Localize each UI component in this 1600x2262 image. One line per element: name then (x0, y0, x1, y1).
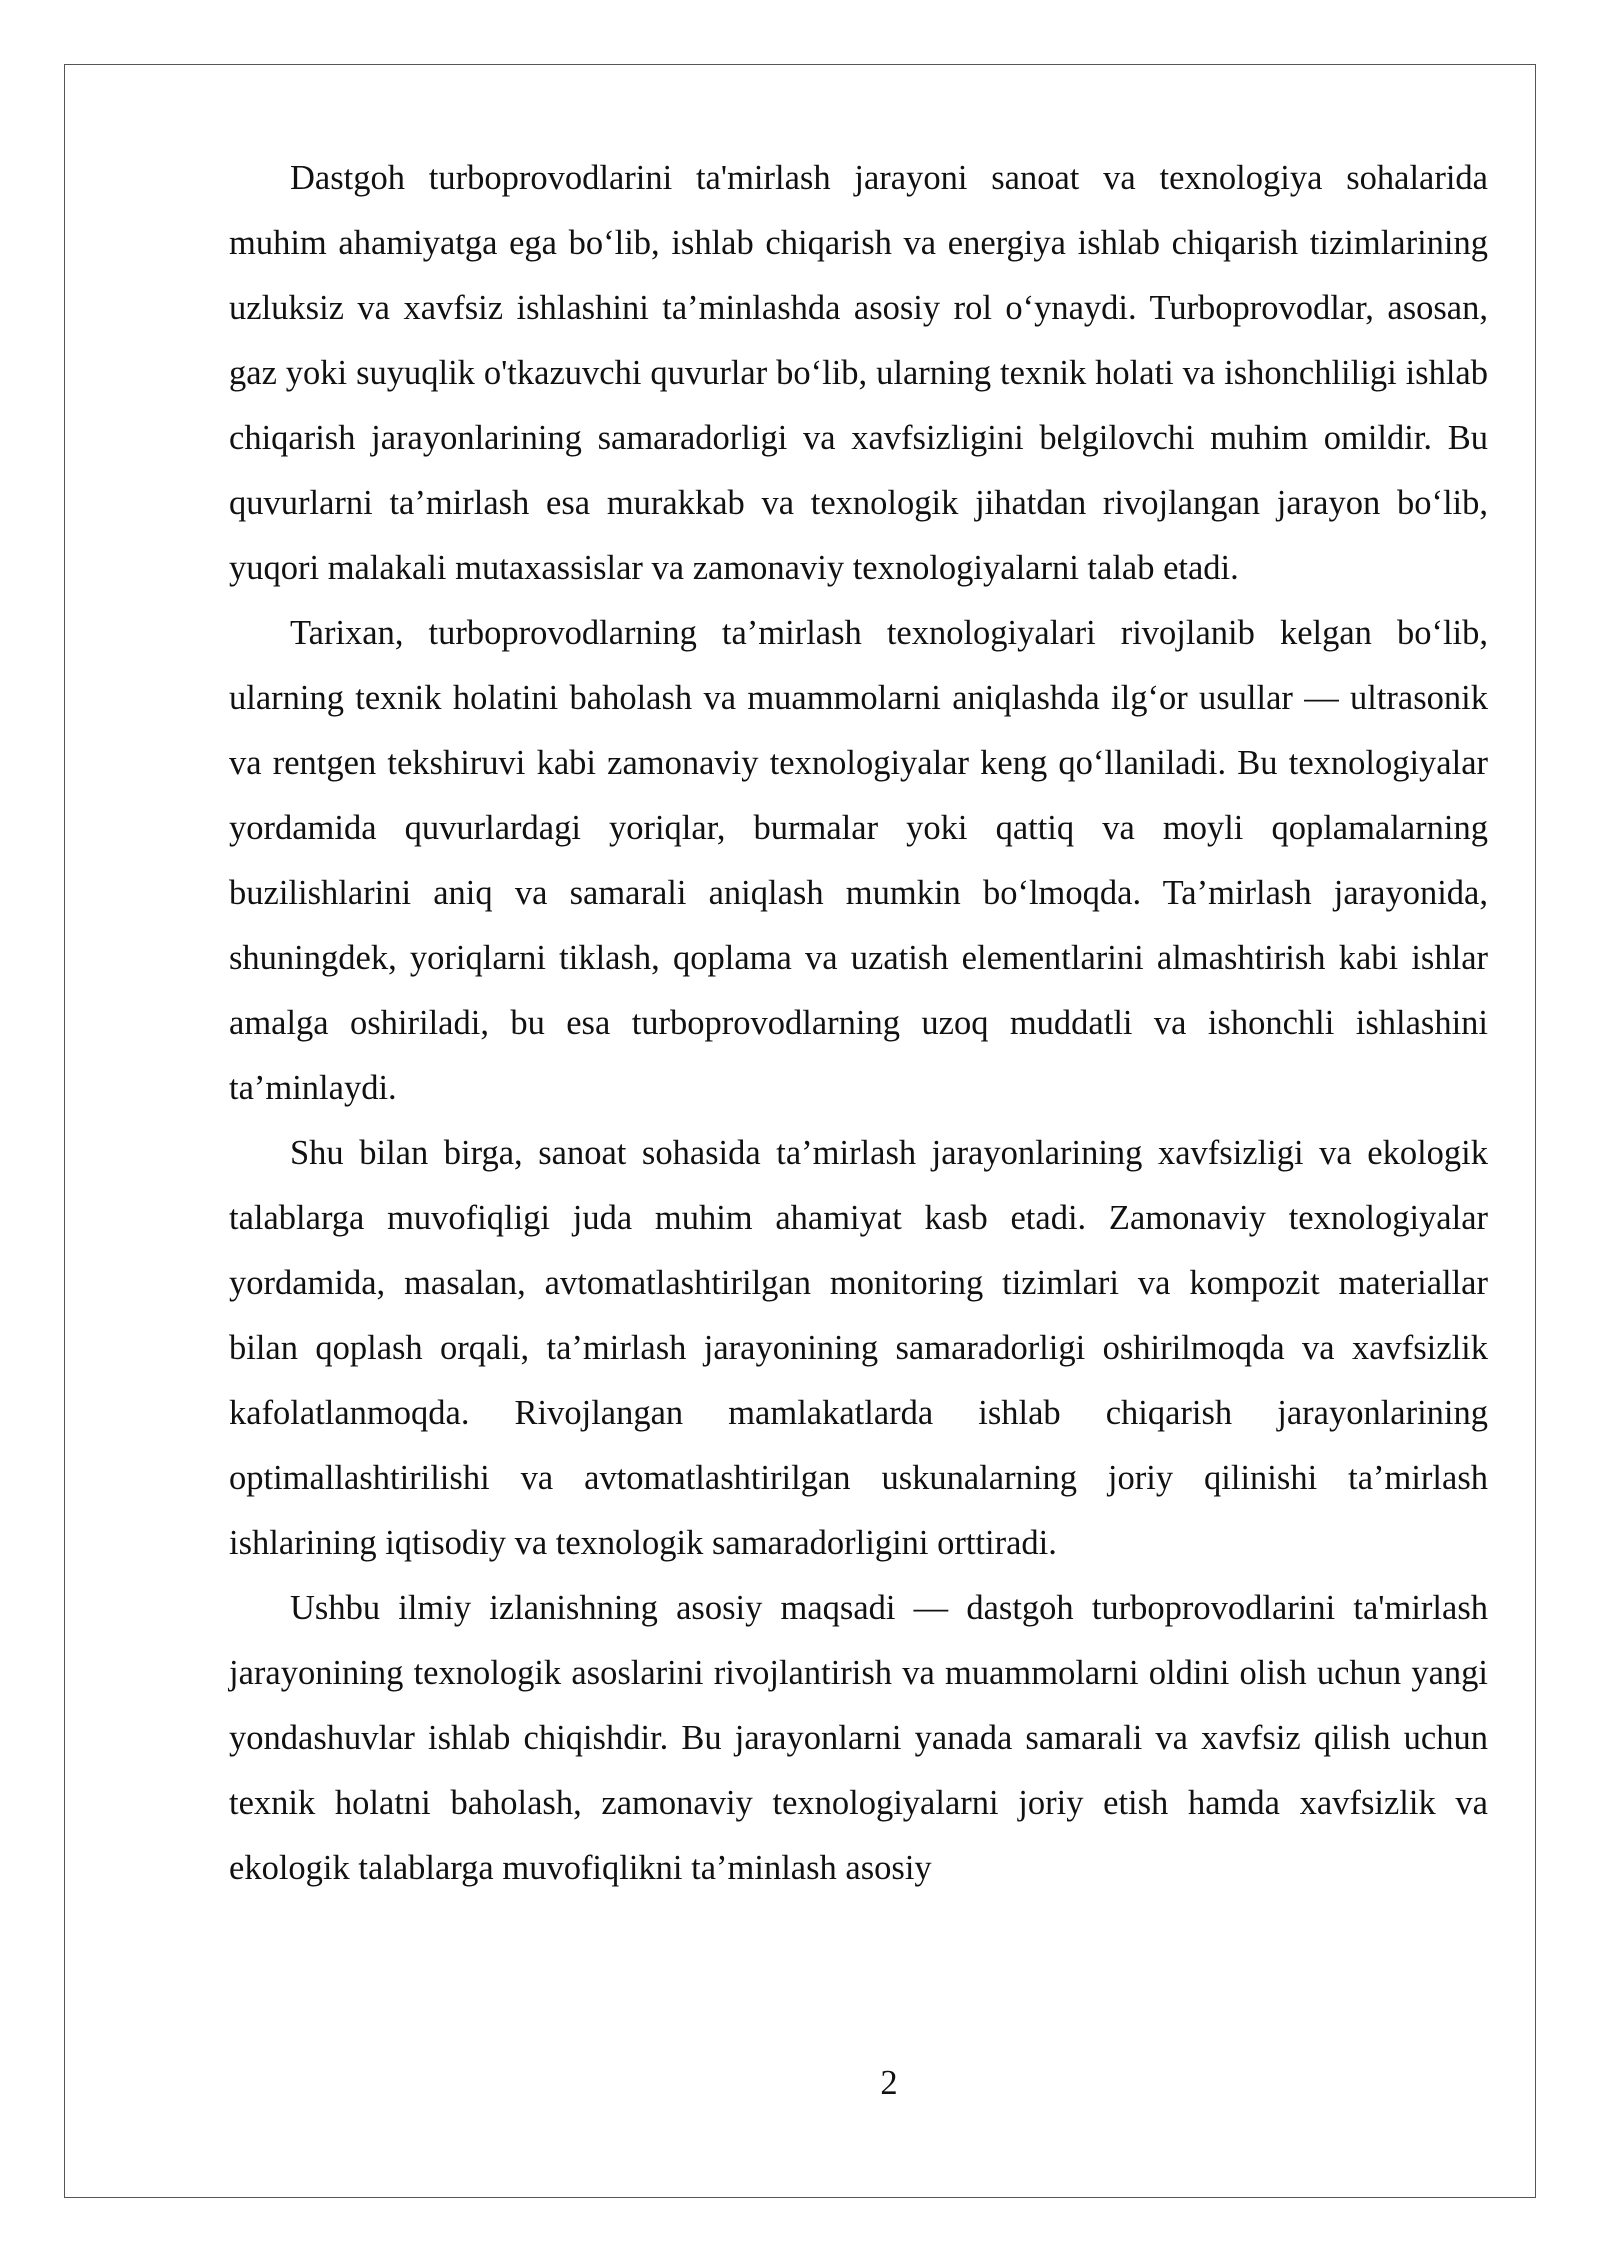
page-number: 2 (880, 2064, 898, 2102)
paragraph-history: Tarixan, turboprovodlarning ta’mirlash texnologiyalari rivojlanib kelgan bo‘lib, ularning texnik holatini baholash va muammolarni aniqlashda ilg‘or usullar — ultrasonik va rentgen tekshiruvi kabi zamonaviy texnologiyalar keng qo‘llaniladi. Bu texnologiyalar yordamida quvurlardagi yoriqlar, burmalar yoki qattiq va moyli qoplamalarning buzilishlarini aniq va samarali aniqlash mumkin bo‘lmoqda. Ta’mirlash jarayonida, shuningdek, yoriqlarni tiklash, qoplama va uzatish elementlarini almashtirish kabi ishlar amalga oshiriladi, bu esa turboprovodlarning uzoq muddatli va ishonchli ishlashini ta’minlaydi. (229, 614, 1488, 1107)
paragraph-safety: Shu bilan birga, sanoat sohasida ta’mirlash jarayonlarining xavfsizligi va ekologik talablarga muvofiqligi juda muhim ahamiyat kasb etadi. Zamonaviy texnologiyalar yordamida, masalan, avtomatlashtirilgan monitoring tizimlari va kompozit materiallar bilan qoplash orqali, ta’mirlash jarayonining samaradorligi oshirilmoqda va xavfsizlik kafolatlanmoqda. Rivojlangan mamlakatlarda ishlab chiqarish jarayonlarining optimallashtirilishi va avtomatlashtirilgan uskunalarning joriy qilinishi ta’mirlash ishlarining iqtisodiy va texnologik samaradorligini orttiradi. (229, 1134, 1488, 1562)
paragraph-goal: Ushbu ilmiy izlanishning asosiy maqsadi — dastgoh turboprovodlarini ta'mirlash jarayonining texnologik asoslarini rivojlantirish va muammolarni oldini olish uchun yangi yondashuvlar ishlab chiqishdir. Bu jarayonlarni yanada samarali va xavfsiz qilish uchun texnik holatni baholash, zamonaviy texnologiyalarni joriy etish hamda xavfsizlik va ekologik talablarga muvofiqlikni ta’minlash asosiy (229, 1589, 1488, 1887)
document-body (229, 146, 1488, 1901)
paragraph-intro: Dastgoh turboprovodlarini ta'mirlash jarayoni sanoat va texnologiya sohalarida muhim ahamiyatga ega bo‘lib, ishlab chiqarish va energiya ishlab chiqarish tizimlarining uzluksiz va xavfsiz ishlashini ta’minlashda asosiy rol o‘ynaydi. Turboprovodlar, asosan, gaz yoki suyuqlik o'tkazuvchi quvurlar bo‘lib, ularning texnik holati va ishonchliligi ishlab chiqarish jarayonlarining samaradorligi va xavfsizligini belgilovchi muhim omildir. Bu quvurlarni ta’mirlash esa murakkab va texnologik jihatdan rivojlangan jarayon bo‘lib, yuqori malakali mutaxassislar va zamonaviy texnologiyalarni talab etadi. (229, 159, 1488, 587)
